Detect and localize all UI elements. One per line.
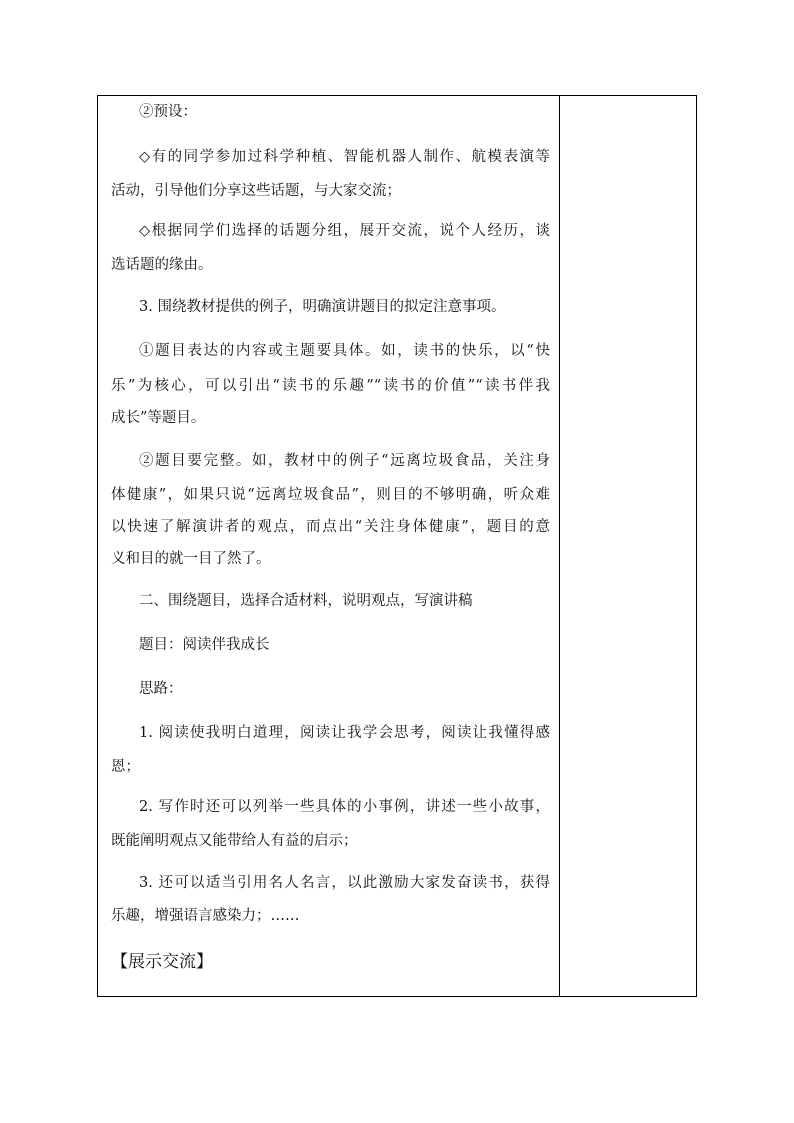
text-line: 既能阐明观点又能带给人有益的启示；	[111, 833, 358, 849]
text-line: 义和目的就一目了然了。	[111, 551, 271, 567]
text-line: 以快速了解演讲者的观点，而点出“关注身体健康”，题目的意	[111, 519, 550, 535]
lesson-plan-table	[97, 95, 697, 997]
text-line: ①题目表达的内容或主题要具体。如，读书的快乐，以“快	[139, 343, 550, 359]
text-line: 恩；	[111, 759, 140, 775]
text-line: 乐趣，增强语言感染力；……	[111, 908, 300, 924]
text-line: 2. 写作时还可以列举一些具体的小事例，讲述一些小故事，	[139, 799, 550, 815]
text-line: ◇有的同学参加过科学种植、智能机器人制作、航模表演等	[139, 149, 550, 165]
text-line: ②题目要完整。如，教材中的例子“远离垃圾食品，关注身	[139, 453, 550, 469]
text-line: 成长”等题目。	[111, 410, 206, 426]
notes-cell	[560, 96, 696, 996]
text-line: 思路：	[139, 681, 183, 697]
section-heading: 【展示交流】	[111, 952, 213, 972]
text-line: 二、围绕题目，选择合适材料，说明观点，写演讲稿	[139, 593, 473, 609]
text-line: 选话题的缘由。	[111, 257, 213, 273]
content-cell	[98, 96, 560, 996]
text-line: ②预设：	[139, 104, 197, 120]
text-line: 乐”为核心，可以引出“读书的乐趣”“读书的价值”“读书伴我	[111, 378, 550, 394]
text-line: 3. 还可以适当引用名人名言，以此激励大家发奋读书，获得	[139, 875, 550, 891]
text-line: 1. 阅读使我明白道理，阅读让我学会思考，阅读让我懂得感	[139, 725, 550, 741]
text-line: 体健康”，如果只说“远离垃圾食品”，则目的不够明确，听众难	[111, 487, 550, 503]
text-line: 题目：阅读伴我成长	[139, 637, 270, 653]
text-line: 3. 围绕教材提供的例子，明确演讲题目的拟定注意事项。	[139, 299, 506, 315]
text-line: 活动，引导他们分享这些话题，与大家交流；	[111, 183, 401, 199]
text-line: ◇根据同学们选择的话题分组，展开交流，说个人经历，谈	[139, 223, 550, 239]
